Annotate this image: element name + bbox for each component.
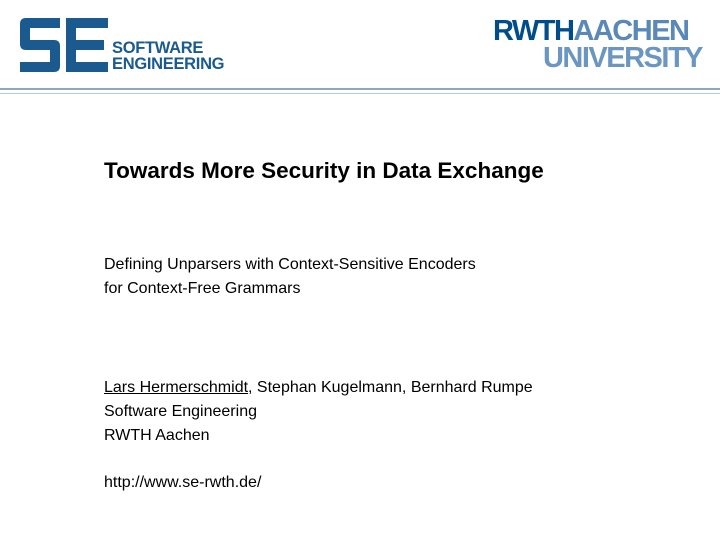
slide-title: Towards More Security in Data Exchange — [104, 158, 544, 183]
rwth-logo-aachen: AACHEN — [573, 15, 689, 47]
slide-subtitle — [104, 253, 476, 301]
header-divider — [0, 88, 720, 90]
co-authors: , Stephan Kugelmann, Bernhard Rumpe — [248, 379, 533, 396]
affiliation-dept: Software Engineering — [104, 403, 257, 420]
authors-line — [104, 376, 533, 400]
website-url: http://www.se-rwth.de/ — [104, 474, 262, 491]
se-logo-line1: SOFTWARE — [112, 39, 204, 57]
rwth-logo-university: UNIVERSITY — [542, 42, 702, 74]
presenting-author: Lars Hermerschmidt — [104, 379, 249, 396]
affiliation-university: RWTH Aachen — [104, 427, 210, 444]
rwth-logo-rwth: RWTH — [492, 15, 574, 47]
se-logo-mark — [18, 16, 110, 74]
rwth-logo — [492, 15, 702, 74]
se-logo-line2: ENGINEERING — [112, 55, 225, 73]
se-logo-text — [112, 40, 224, 72]
header-divider-thin — [0, 93, 720, 94]
subtitle-line-2: for Context-Free Grammars — [104, 280, 301, 297]
slide-header — [0, 0, 720, 90]
subtitle-line-1: Defining Unparsers with Context-Sensitive Encoders — [104, 256, 476, 273]
author-block — [104, 376, 533, 448]
